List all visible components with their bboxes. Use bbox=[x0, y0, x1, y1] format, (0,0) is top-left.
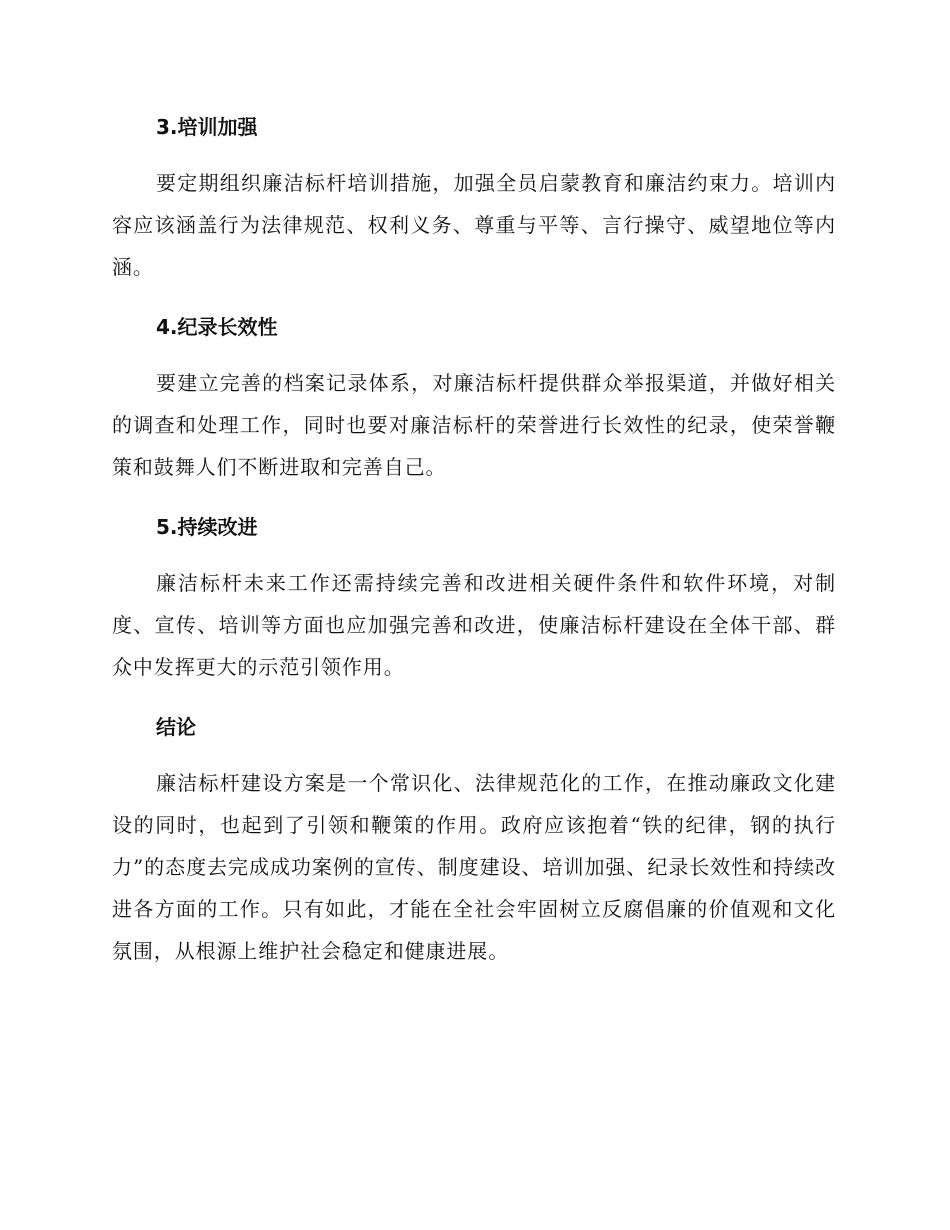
section-heading-records: 4.纪录长效性 bbox=[156, 315, 278, 339]
document-content bbox=[112, 108, 836, 972]
section-body-conclusion: 廉洁标杆建设方案是一个常识化、法律规范化的工作，在推动廉政文化建设的同时，也起到了引领和鞭策的作用。政府应该抱着“铁的纪律，钢的执行力”的态度去完成成功案例的宣传、制度建设、培训加强、纪录长效性和持续改进各方面的工作。只有如此，才能在全社会牢固树立反腐倡廉的价值观和文化氛围，从根源上维护社会稳定和健康进展。 bbox=[112, 771, 836, 963]
section-heading-training: 3.培训加强 bbox=[156, 115, 258, 139]
section-body-improvement: 廉洁标杆未来工作还需持续完善和改进相关硬件条件和软件环境，对制度、宣传、培训等方面也应加强完善和改进，使廉洁标杆建设在全体干部、群众中发挥更大的示范引领作用。 bbox=[112, 571, 836, 679]
section-heading-conclusion: 结论 bbox=[156, 715, 196, 739]
section-heading-improvement: 5.持续改进 bbox=[156, 515, 258, 539]
section-body-training: 要定期组织廉洁标杆培训措施，加强全员启蒙教育和廉洁约束力。培训内容应该涵盖行为法律规范、权利义务、尊重与平等、言行操守、威望地位等内涵。 bbox=[112, 171, 836, 279]
section-body-records: 要建立完善的档案记录体系，对廉洁标杆提供群众举报渠道，并做好相关的调查和处理工作，同时也要对廉洁标杆的荣誉进行长效性的纪录，使荣誉鞭策和鼓舞人们不断进取和完善自己。 bbox=[112, 371, 836, 479]
